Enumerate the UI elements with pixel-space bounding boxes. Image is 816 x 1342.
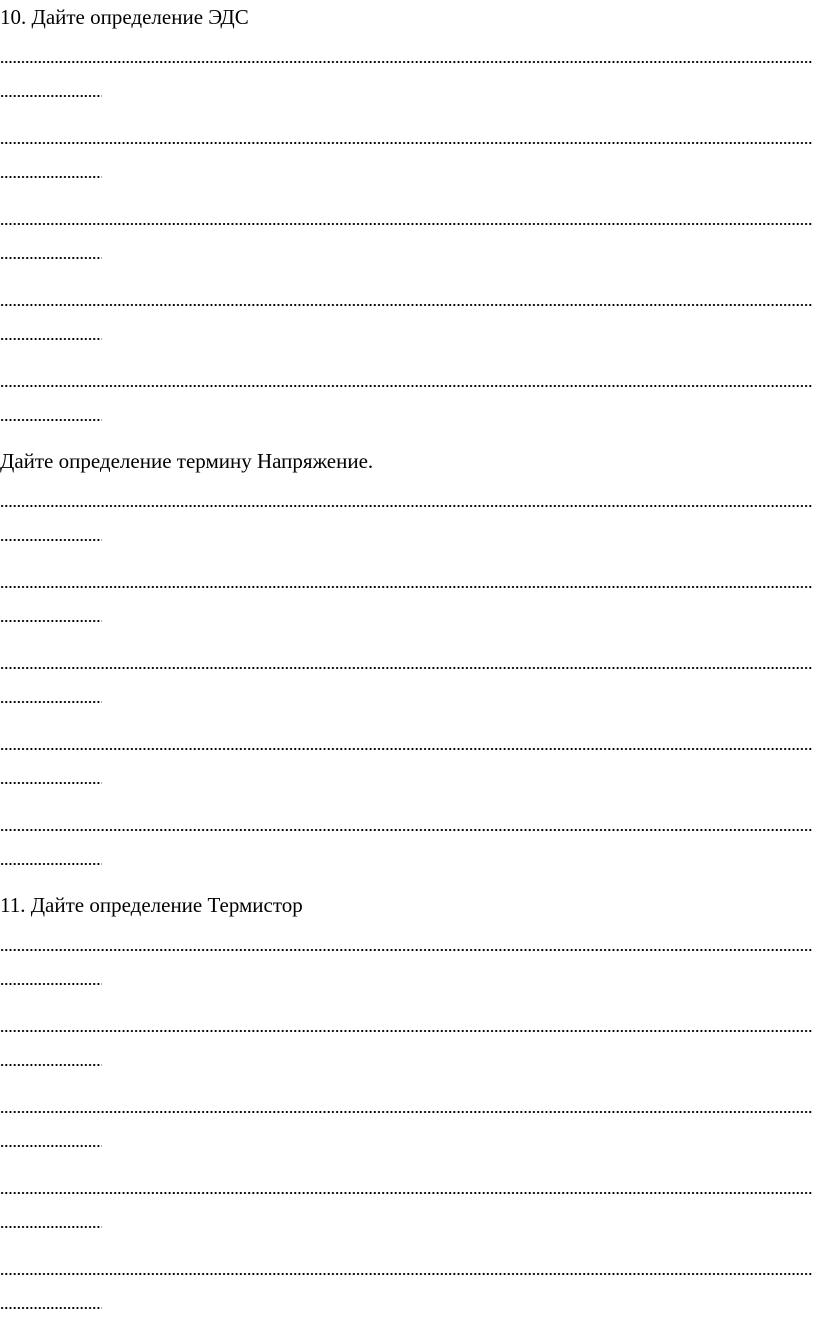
dotted-line-tail (0, 418, 102, 422)
dotted-line-tail (0, 619, 102, 623)
dotted-line-tail (0, 982, 102, 986)
question-heading: Дайте определение термину Напряжение. (0, 449, 374, 473)
answer-blank-line[interactable] (0, 717, 816, 798)
dotted-line (0, 1272, 812, 1276)
question-thermistor (0, 892, 816, 1323)
dotted-line-tail (0, 337, 102, 341)
question-heading: 11. Дайте определение Термистор (0, 893, 303, 917)
dotted-line-tail (0, 256, 102, 260)
answer-blank-line[interactable] (0, 192, 816, 273)
answer-blank-line[interactable] (0, 555, 816, 636)
answer-blank-line[interactable] (0, 1242, 816, 1323)
answer-blank-line[interactable] (0, 1161, 816, 1242)
dotted-line (0, 60, 812, 64)
answer-blank-line[interactable] (0, 1080, 816, 1161)
dotted-line (0, 1191, 812, 1195)
answer-blank-line[interactable] (0, 273, 816, 354)
answer-blank-line[interactable] (0, 111, 816, 192)
answer-blank-line[interactable] (0, 474, 816, 555)
dotted-line-tail (0, 862, 102, 866)
dotted-line (0, 666, 812, 670)
answer-blank-line[interactable] (0, 30, 816, 111)
dotted-line (0, 384, 812, 388)
dotted-line-tail (0, 538, 102, 542)
question-emf (0, 4, 816, 435)
dotted-line (0, 828, 812, 832)
dotted-line (0, 303, 812, 307)
dotted-line (0, 1110, 812, 1114)
answer-blank-line[interactable] (0, 354, 816, 435)
dotted-line (0, 1029, 812, 1033)
dotted-line (0, 948, 812, 952)
dotted-line-tail (0, 175, 102, 179)
dotted-line-tail (0, 1306, 102, 1310)
question-heading: 10. Дайте определение ЭДС (0, 5, 249, 29)
dotted-line-tail (0, 781, 102, 785)
dotted-line-tail (0, 1063, 102, 1067)
dotted-line-tail (0, 94, 102, 98)
answer-blank-line[interactable] (0, 798, 816, 879)
dotted-line-tail (0, 700, 102, 704)
answer-blank-line[interactable] (0, 918, 816, 999)
dotted-line-tail (0, 1144, 102, 1148)
dotted-line (0, 585, 812, 589)
dotted-line (0, 222, 812, 226)
dotted-line (0, 141, 812, 145)
answer-blank-line[interactable] (0, 999, 816, 1080)
dotted-line (0, 504, 812, 508)
dotted-line (0, 747, 812, 751)
answer-blank-line[interactable] (0, 636, 816, 717)
dotted-line-tail (0, 1225, 102, 1229)
question-voltage (0, 448, 816, 879)
